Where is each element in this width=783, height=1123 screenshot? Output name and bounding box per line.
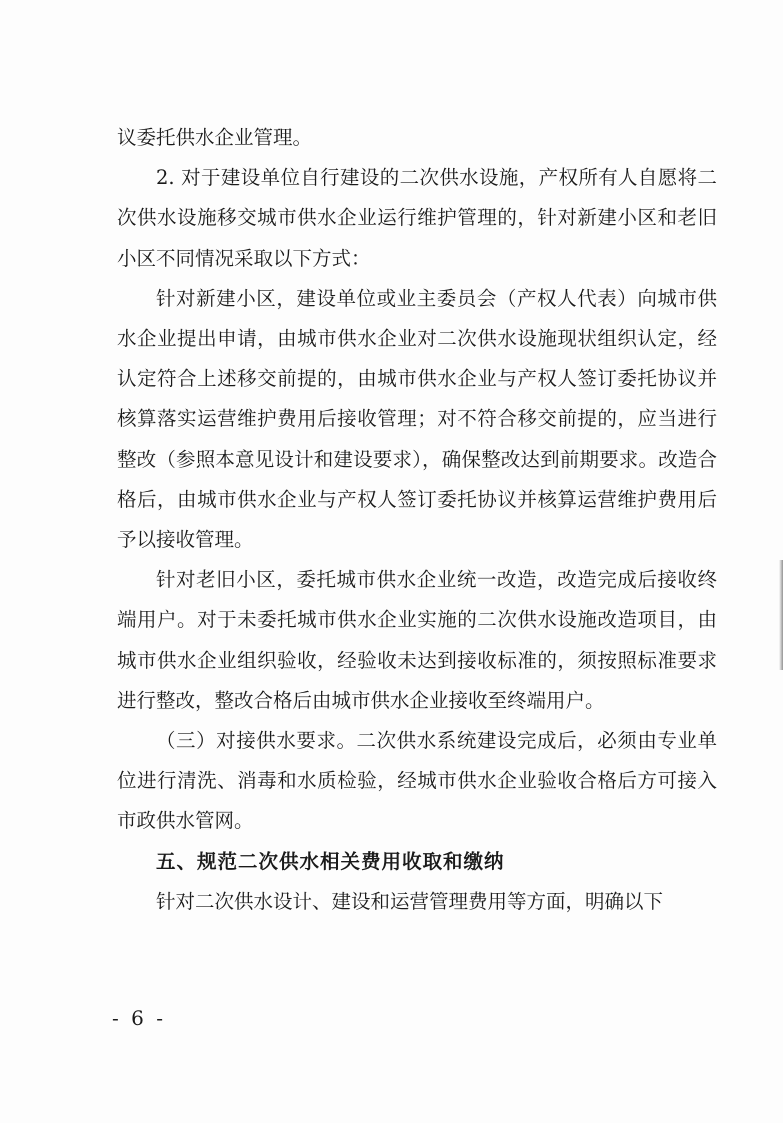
section-heading: 五、规范二次供水相关费用收取和缴纳 [156,849,505,873]
paragraph-old-community: 针对老旧小区，委托城市供水企业统一改造，改造完成后接收终端用户。对于未委托城市供水企业实施的二次供水设施改造项目，由城市供水企业组织验收，经验收未达到接收标准的，须按照标准要求进行整改，整改合格后由城市供水企业接收至终端用户。 [117,568,717,712]
paragraph-new-community: 针对新建小区，建设单位或业主委员会（产权人代表）向城市供水企业提出申请，由城市供水企业对二次供水设施现状组织认定，经认定符合上述移交前提的，由城市供水企业与产权人签订委托协议并核算落实运营维护费用后接收管理；对不符合移交前提的，应当进行整改（参照本意见设计和建设要求），确保整改达到前期要求。改造合格后，由城市供水企业与产权人签订委托协议并核算运营维护费用后予以接收管理。 [117,286,717,552]
paragraph-supply-requirements: （三）对接供水要求。二次供水系统建设完成后，必须由专业单位进行清洗、消毒和水质检验，经城市供水企业验收合格后方可接入市政供水管网。 [117,729,717,833]
page-number: - 6 - [112,1006,166,1030]
document-body [117,118,717,922]
paragraph-continuation: 议委托供水企业管理。 [117,126,313,149]
page-edge-shadow [779,560,783,670]
paragraph-fees: 针对二次供水设计、建设和运营管理费用等方面，明确以下 [156,889,664,913]
paragraph-item-2: 2. 对于建设单位自行建设的二次供水设施，产权所有人自愿将二次供水设施移交城市供水企业运行维护管理的，针对新建小区和老旧小区不同情况采取以下方式： [117,166,717,270]
